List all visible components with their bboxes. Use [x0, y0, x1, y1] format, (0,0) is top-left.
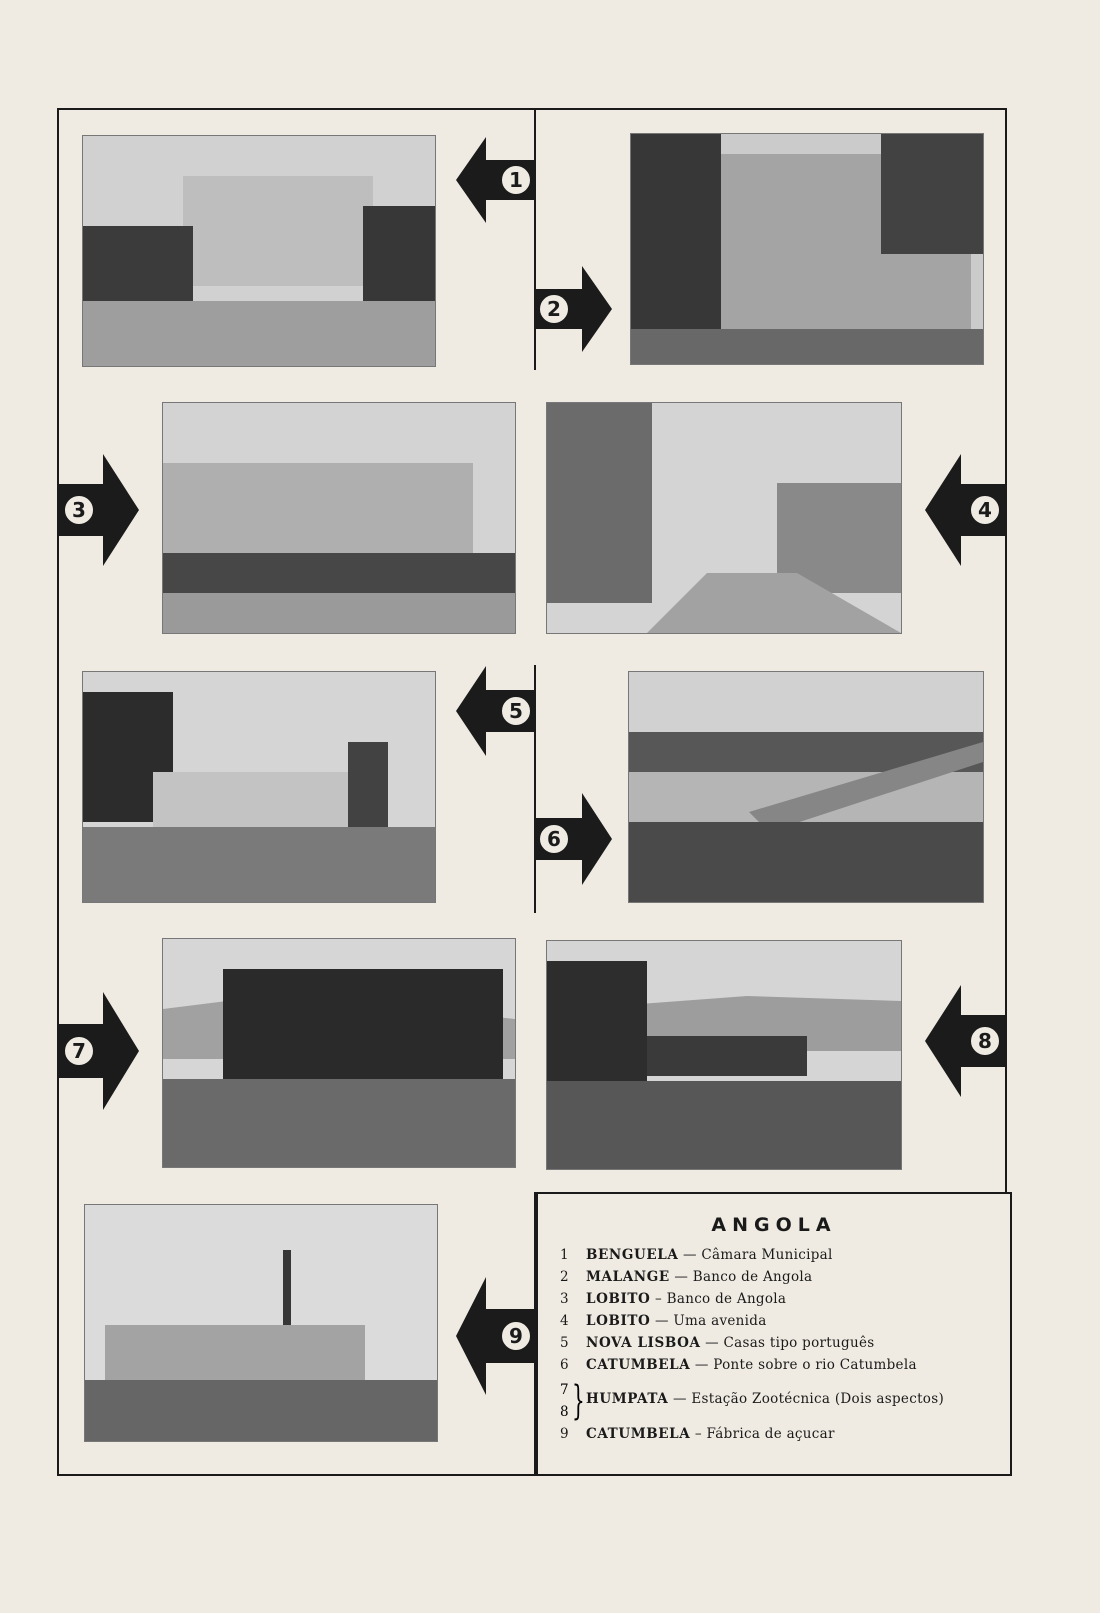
arrow-9-left: [456, 1277, 536, 1395]
arrow-1-left: [456, 137, 536, 223]
marker-7: 7: [72, 1039, 86, 1063]
legend-place: HUMPATA: [586, 1391, 669, 1407]
legend-place: BENGUELA: [586, 1247, 679, 1263]
marker-4: 4: [978, 498, 992, 522]
arrow-3-right: [57, 454, 139, 566]
legend-place: LOBITO: [586, 1313, 651, 1329]
legend-desc: – Fábrica de açucar: [694, 1426, 835, 1442]
arrow-5-left: [456, 666, 536, 756]
legend-desc: — Estação Zootécnica (Dois aspectos): [672, 1391, 945, 1407]
legend-num: 9: [560, 1426, 569, 1442]
legend-desc: — Casas tipo português: [705, 1335, 875, 1351]
arrow-7-right: [57, 992, 139, 1110]
photo-5-nova-lisboa-casas: [82, 671, 436, 903]
legend-num: 4: [560, 1313, 569, 1329]
legend-grouped-nums: [560, 1379, 569, 1423]
arrow-4-left: [925, 454, 1007, 566]
legend-desc: — Câmara Municipal: [683, 1247, 833, 1263]
legend-item: [560, 1291, 786, 1307]
legend-num: 2: [560, 1269, 569, 1285]
legend-desc: — Banco de Angola: [674, 1269, 813, 1285]
legend-place: CATUMBELA: [586, 1426, 691, 1442]
brace-icon: }: [572, 1378, 585, 1424]
legend-item: [560, 1357, 917, 1373]
arrow-2-right: [534, 266, 612, 352]
legend-item: [560, 1269, 812, 1285]
legend-item: [560, 1313, 767, 1329]
legend-desc: — Ponte sobre o rio Catumbela: [694, 1357, 917, 1373]
legend-num: 7: [560, 1382, 569, 1398]
legend-place: LOBITO: [586, 1291, 651, 1307]
legend-num: 3: [560, 1291, 569, 1307]
marker-3: 3: [72, 498, 86, 522]
photo-6-catumbela-ponte: [628, 671, 984, 903]
legend-num: 1: [560, 1247, 569, 1263]
photo-4-lobito-avenida: [546, 402, 902, 634]
legend-num: 5: [560, 1335, 569, 1351]
photo-1-benguela-camara: [82, 135, 436, 367]
legend-box: [536, 1192, 1012, 1476]
marker-5: 5: [509, 699, 523, 723]
arrow-8-left: [925, 985, 1007, 1097]
photo-8-humpata-estacao: [546, 940, 902, 1170]
photo-3-lobito-banco: [162, 402, 516, 634]
legend-item: [560, 1335, 874, 1351]
legend-item: [560, 1247, 833, 1263]
legend-place: MALANGE: [586, 1269, 670, 1285]
legend-place: NOVA LISBOA: [586, 1335, 701, 1351]
marker-6: 6: [547, 827, 561, 851]
photo-7-humpata-estacao: [162, 938, 516, 1168]
marker-2: 2: [547, 297, 561, 321]
marker-1: 1: [509, 168, 523, 192]
marker-9: 9: [509, 1324, 523, 1348]
legend-num: 6: [560, 1357, 569, 1373]
legend-title: ANGOLA: [711, 1214, 837, 1236]
marker-8: 8: [978, 1029, 992, 1053]
arrow-6-right: [534, 793, 612, 885]
legend-item-grouped: [586, 1391, 944, 1407]
legend-num: 8: [560, 1404, 569, 1420]
legend-item: [560, 1426, 835, 1442]
legend-desc: – Banco de Angola: [654, 1291, 787, 1307]
legend-desc: — Uma avenida: [654, 1313, 767, 1329]
photo-2-malange-banco: [630, 133, 984, 365]
legend-place: CATUMBELA: [586, 1357, 691, 1373]
photo-9-catumbela-fabrica: [84, 1204, 438, 1442]
